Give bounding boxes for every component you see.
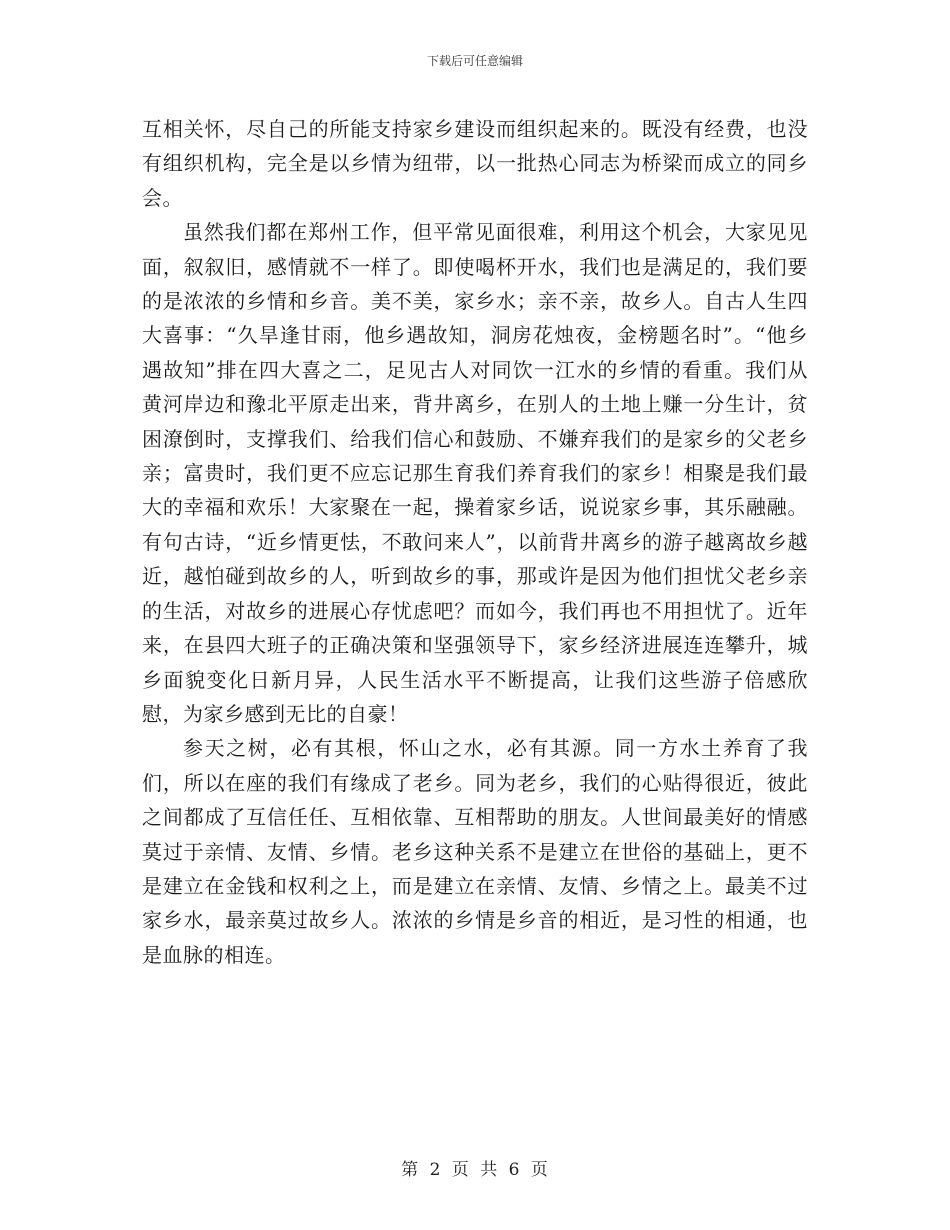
- document-body: [142, 112, 808, 972]
- page-number-footer: 第 2 页 共 6 页: [401, 1160, 549, 1180]
- page-header: 下载后可任意编辑: [426, 54, 523, 68]
- paragraph-hometown-gathering: 虽然我们都在郑州工作，但平常见面很难，利用这个机会，大家见见面，叙叙旧，感情就不一样了。即使喝杯开水，我们也是满足的，我们要的是浓浓的乡情和乡音。美不美，家乡水；亲不亲，故乡人。自古人生四大喜事：“久旱逢甘雨，他乡遇故知，洞房花烛夜，金榜题名时”。“他乡遇故知”排在四大喜之二，足见古人对同饮一江水的乡情的看重。我们从黄河岸边和豫北平原走出来，背井离乡，在别人的土地上赚一分生计，贫困潦倒时，支撑我们、给我们信心和鼓励、不嫌弃我们的是家乡的父老乡亲；富贵时，我们更不应忘记那生育我们养育我们的家乡！相聚是我们最大的幸福和欢乐！大家聚在一起，操着家乡话，说说家乡事，其乐融融。有句古诗，“近乡情更怯，不敢问来人”，以前背井离乡的游子越离故乡越近，越怕碰到故乡的人，听到故乡的事，那或许是因为他们担忧父老乡亲的生活，对故乡的进展心存忧虑吧？而如今，我们再也不用担忧了。近年来，在县四大班子的正确决策和坚强领导下，家乡经济进展连连攀升，城乡面貌变化日新月异，人民生活水平不断提高，让我们这些游子倍感欣慰，为家乡感到无比的自豪！: [142, 220, 808, 726]
- paragraph-continued: 互相关怀，尽自己的所能支持家乡建设而组织起来的。既没有经费，也没有组织机构，完全是以乡情为纽带，以一批热心同志为桥梁而成立的同乡会。: [142, 117, 808, 210]
- paragraph-roots: 参天之树，必有其根，怀山之水，必有其源。同一方水土养育了我们，所以在座的我们有缘成了老乡。同为老乡，我们的心贴得很近，彼此之间都成了互信任任、互相依靠、互相帮助的朋友。人世间最美好的情感莫过于亲情、友情、乡情。老乡这种关系不是建立在世俗的基础上，更不是建立在金钱和权利之上，而是建立在亲情、友情、乡情之上。最美不过家乡水，最亲莫过故乡人。浓浓的乡情是乡音的相近，是习性的相通，也是血脉的相连。: [142, 736, 808, 967]
